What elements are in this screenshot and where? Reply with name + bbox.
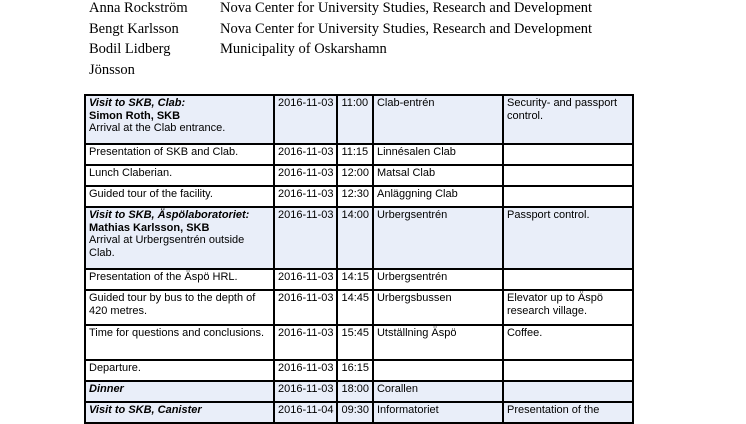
note-cell: Presentation of the	[503, 402, 633, 423]
note-cell	[503, 269, 633, 290]
table-row	[85, 207, 633, 269]
time-cell: 12:00	[337, 165, 373, 186]
activity-cell: Lunch Claberian.	[85, 165, 274, 186]
participant-row	[89, 39, 592, 80]
place-cell: Urbergsentrén	[373, 207, 503, 269]
date-cell: 2016-11-03	[274, 144, 337, 165]
participant-organization: Nova Center for University Studies, Research and Development	[220, 0, 593, 16]
place-cell: Anläggning Clab	[373, 186, 503, 207]
place-cell: Urbergsentrén	[373, 269, 503, 290]
table-row	[85, 165, 633, 186]
date-cell: 2016-11-04	[274, 402, 337, 423]
time-cell: 14:00	[337, 207, 373, 269]
note-cell: Security- and passport control.	[503, 95, 633, 144]
participant-list	[89, 0, 592, 80]
participant-name-line1: Bodil Lidberg	[89, 41, 171, 57]
time-cell: 14:45	[337, 290, 373, 325]
table-row	[85, 290, 633, 325]
time-cell: 09:30	[337, 402, 373, 423]
note-cell	[503, 165, 633, 186]
table-row	[85, 269, 633, 290]
place-cell: Matsal Clab	[373, 165, 503, 186]
activity-cell: Presentation of the Äspö HRL.	[85, 269, 274, 290]
participant-organization: Municipality of Oskarshamn	[220, 41, 387, 57]
activity-title: Visit to SKB, Äspölaboratoriet:	[89, 209, 250, 221]
place-cell	[373, 360, 503, 381]
activity-cell: Guided tour by bus to the depth of 420 metres.	[85, 290, 274, 325]
activity-cell	[85, 95, 274, 144]
time-cell: 11:15	[337, 144, 373, 165]
place-cell: Linnésalen Clab	[373, 144, 503, 165]
participant-row	[89, 19, 592, 40]
participant-name	[89, 39, 220, 80]
note-cell	[503, 186, 633, 207]
table-row	[85, 186, 633, 207]
table-row	[85, 381, 633, 402]
place-cell: Informatoriet	[373, 402, 503, 423]
activity-title: Dinner	[85, 381, 274, 402]
place-cell: Urbergsbussen	[373, 290, 503, 325]
time-cell: 18:00	[337, 381, 373, 402]
activity-title: Visit to SKB, Clab:	[89, 97, 186, 109]
place-cell: Clab-entrén	[373, 95, 503, 144]
participant-name: Bengt Karlsson	[89, 20, 179, 37]
activity-cell: Guided tour of the facility.	[85, 186, 274, 207]
time-cell: 11:00	[337, 95, 373, 144]
date-cell: 2016-11-03	[274, 95, 337, 144]
participant-name-line2: Jönsson	[89, 61, 135, 78]
time-cell: 12:30	[337, 186, 373, 207]
activity-cell: Time for questions and conclusions.	[85, 325, 274, 360]
activity-host: Mathias Karlsson, SKB	[89, 221, 210, 234]
activity-detail: Arrival at the Clab entrance.	[89, 122, 226, 134]
time-cell: 16:15	[337, 360, 373, 381]
date-cell: 2016-11-03	[274, 165, 337, 186]
activity-detail: Arrival at Urbergsentrén outside Clab.	[89, 234, 245, 259]
activity-cell	[85, 207, 274, 269]
note-cell: Elevator up to Äspö research village.	[503, 290, 633, 325]
date-cell: 2016-11-03	[274, 290, 337, 325]
table-row	[85, 360, 633, 381]
note-cell: Coffee.	[503, 325, 633, 360]
activity-host: Simon Roth, SKB	[89, 109, 181, 122]
activity-cell: Departure.	[85, 360, 274, 381]
participant-organization: Nova Center for University Studies, Research and Development	[220, 20, 593, 37]
note-cell: Passport control.	[503, 207, 633, 269]
date-cell: 2016-11-03	[274, 207, 337, 269]
date-cell: 2016-11-03	[274, 269, 337, 290]
time-cell: 15:45	[337, 325, 373, 360]
date-cell: 2016-11-03	[274, 325, 337, 360]
place-cell: Utställning Äspö	[373, 325, 503, 360]
note-cell	[503, 144, 633, 165]
time-cell: 14:15	[337, 269, 373, 290]
date-cell: 2016-11-03	[274, 186, 337, 207]
activity-title: Visit to SKB, Canister	[85, 402, 274, 423]
table-row	[85, 95, 633, 144]
participant-name: Anna Rockström	[89, 0, 188, 16]
note-cell	[503, 360, 633, 381]
date-cell: 2016-11-03	[274, 381, 337, 402]
table-row	[85, 325, 633, 360]
participant-row	[89, 0, 592, 19]
table-row	[85, 144, 633, 165]
schedule-table	[84, 94, 634, 424]
table-row	[85, 402, 633, 423]
activity-cell: Presentation of SKB and Clab.	[85, 144, 274, 165]
date-cell: 2016-11-03	[274, 360, 337, 381]
place-cell: Corallen	[373, 381, 503, 402]
note-cell	[503, 381, 633, 402]
